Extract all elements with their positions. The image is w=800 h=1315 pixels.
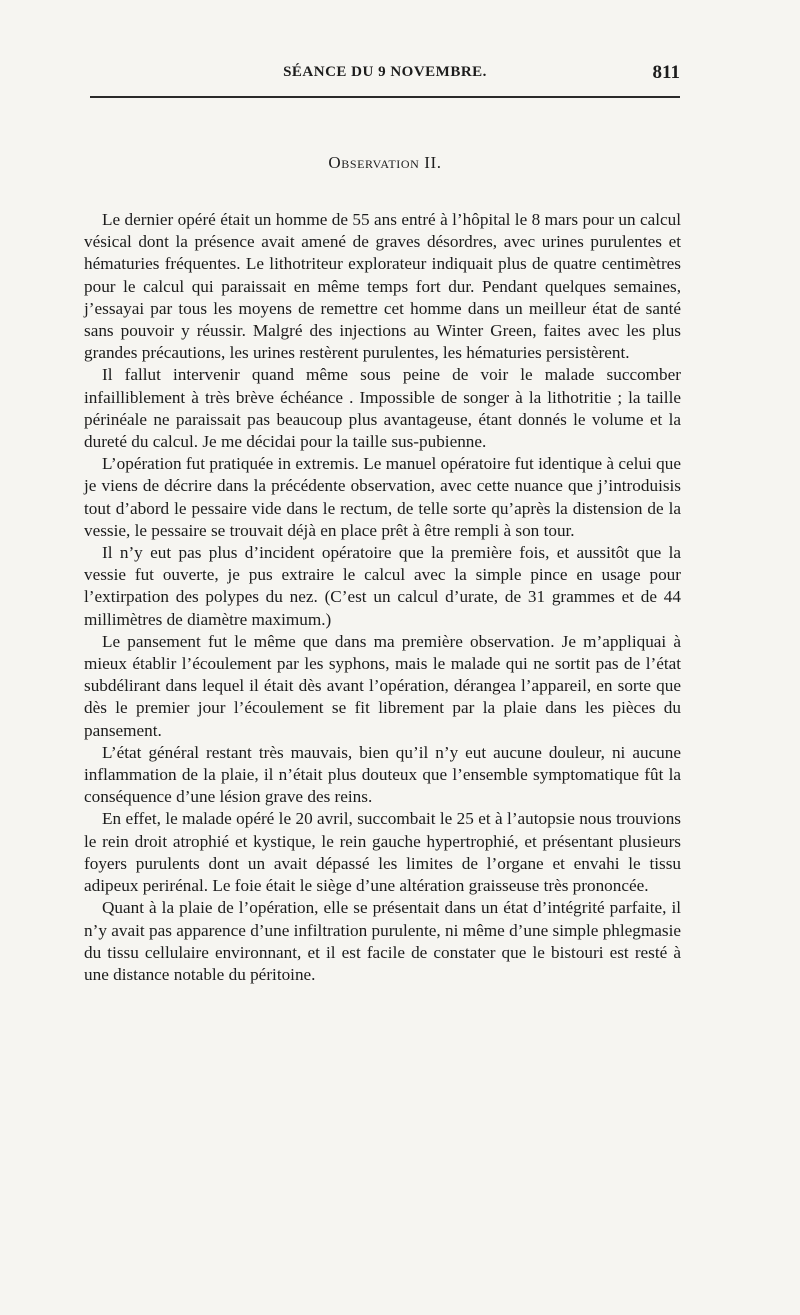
header-rule xyxy=(90,96,680,98)
running-title: SÉANCE DU 9 NOVEMBRE. xyxy=(283,64,487,80)
paragraph: L’état général restant très mauvais, bien qu’il n’y eut aucune douleur, ni aucune inflammation de la plaie, il n’était plus douteux que l’ensemble symptomatique fût la conséquence d’une lésion grave des reins. xyxy=(84,742,681,807)
page-number: 811 xyxy=(652,62,680,83)
section-title: Observation II. xyxy=(328,153,442,172)
body-text xyxy=(84,209,681,986)
paragraph: Le pansement fut le même que dans ma première observation. Je m’appliquai à mieux établir l’écoulement par les syphons, mais le malade qui ne sortit pas de l’état subdélirant dans lequel il était dès avant l’opération, dérangea l’appareil, en sorte que dès le premier jour l’écoulement se fit librement par la plaie dans les pièces du pansement. xyxy=(84,631,681,740)
paragraph: Il n’y eut pas plus d’incident opératoire que la première fois, et aussitôt que la vessie fut ouverte, je pus extraire le calcul avec la simple pince en usage pour l’extirpation des polypes du nez. (C’est un calcul d’urate, de 31 grammes et de 44 millimètres de diamètre maximum.) xyxy=(84,543,681,629)
paragraph: Quant à la plaie de l’opération, elle se présentait dans un état d’intégrité parfaite, il n’y avait pas apparence d’une infiltration purulente, ni même d’une simple phlegmasie du tissu cellulaire environnant, et il est facile de constater que le bistouri est resté à une distance notable du péritoine. xyxy=(84,898,681,984)
paragraph: L’opération fut pratiquée in extremis. Le manuel opératoire fut identique à celui que je viens de décrire dans la précédente observation, avec cette nuance que j’introduisis tout d’abord le pessaire vide dans le rectum, de telle sorte qu’après la distension de la vessie, le pessaire se trouvait déjà en place prêt à être rempli à son tour. xyxy=(84,454,681,540)
paragraph: En effet, le malade opéré le 20 avril, succombait le 25 et à l’autopsie nous trouvions le rein droit atrophié et kystique, le rein gauche hypertrophié, et présentant plusieurs foyers purulents dont un avait dépassé les limites de l’organe et envahi le tissu adipeux perirénal. Le foie était le siège d’une altération graisseuse très prononcée. xyxy=(84,809,681,896)
paragraph: Il fallut intervenir quand même sous peine de voir le malade succomber infailliblement à très brève échéance . Impossible de songer à la lithotritie ; la taille périnéale ne paraissait pas beaucoup plus avantageuse, étant donnés le volume et la dureté du calcul. Je me décidai pour la taille sus-pubienne. xyxy=(84,365,681,452)
paragraph: Le dernier opéré était un homme de 55 ans entré à l’hôpital le 8 mars pour un calcul vésical dont la présence avait amené de graves désordres, avec urines purulentes et hématuries fréquentes. Le lithotriteur explorateur indiquait plus de quatre centimètres pour le calcul qui paraissait en même temps fort dur. Pendant quelques semaines, j’essayai par tous les moyens de remettre cet homme dans un meilleur état de santé sans pouvoir y réussir. Malgré des injections au Winter Green, faites avec les plus grandes précautions, les urines restèrent purulentes, les hématuries persistèrent. xyxy=(84,210,681,363)
running-header xyxy=(90,62,680,86)
